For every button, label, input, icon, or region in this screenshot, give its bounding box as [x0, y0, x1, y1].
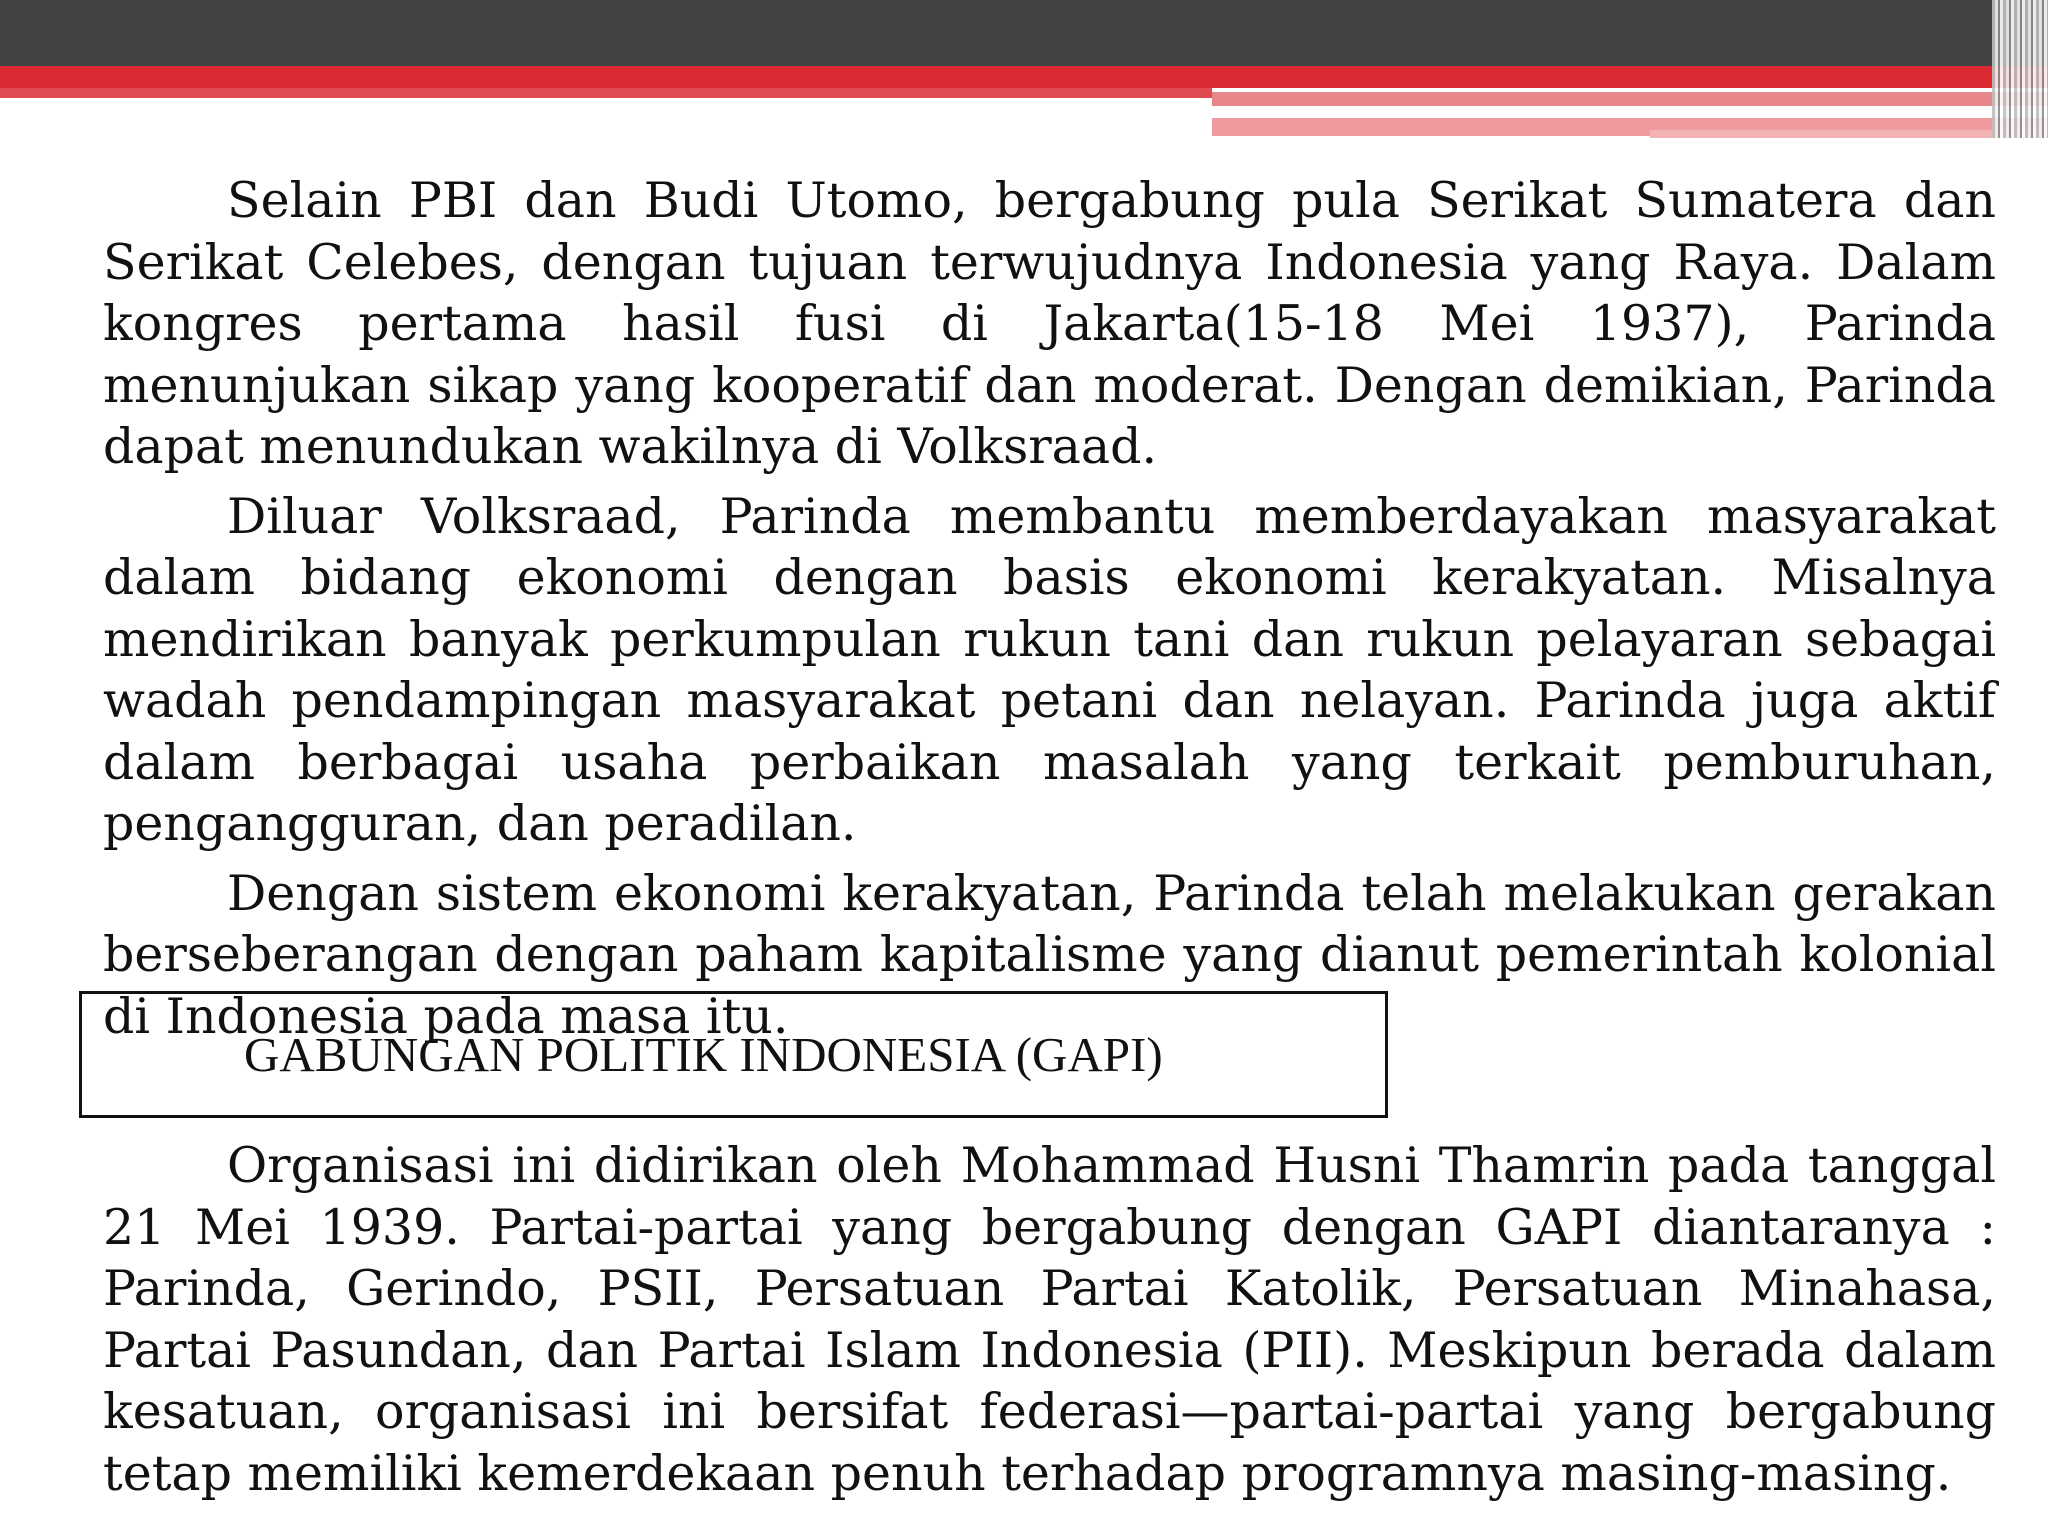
header-red-band [0, 66, 2048, 88]
header-pink-band [1212, 92, 2048, 106]
section-title: GABUNGAN POLITIK INDONESIA (GAPI) [244, 1027, 1163, 1082]
header-pink-band-light [1650, 130, 2048, 138]
header-red-thin-band [0, 88, 1212, 98]
body-text-bottom [103, 1135, 1996, 1504]
paragraph-parinda-kerakyatan: Dengan sistem ekonomi kerakyatan, Parinda telah melakukan gerakan berseberangan dengan paham kapitalisme yang dianut pemerintah kolonial di Indonesia pada masa itu. [103, 864, 1996, 1045]
header-stripes-decoration [1992, 0, 2048, 138]
paragraph-parinda-economy: Diluar Volksraad, Parinda membantu memberdayakan masyarakat dalam bidang ekonomi dengan basis ekonomi kerakyatan. Misalnya mendirikan banyak perkumpulan rukun tani dan rukun pelayaran sebagai wadah pendampingan masyarakat petani dan nelayan. Parinda juga aktif dalam berbagai usaha perbaikan masalah yang terkait pemburuhan, pengangguran, dan peradilan. [103, 487, 1996, 852]
header-dark-band [0, 0, 2048, 66]
section-title-box [79, 991, 1388, 1118]
paragraph-gapi: Organisasi ini didirikan oleh Mohammad Husni Thamrin pada tanggal 21 Mei 1939. Partai-partai yang bergabung dengan GAPI diantaranya : Parinda, Gerindo, PSII, Persatuan Partai Katolik, Persatuan Minahasa, Partai Pasundan, dan Partai Islam Indonesia (PII). Meskipun berada dalam kesatuan, organisasi ini bersifat federasi—partai-partai yang bergabung tetap memiliki kemerdekaan penuh terhadap programnya masing-masing. [103, 1137, 1996, 1502]
body-text-top [103, 170, 1996, 1047]
paragraph-parinda-fusion: Selain PBI dan Budi Utomo, bergabung pula Serikat Sumatera dan Serikat Celebes, dengan tujuan terwujudnya Indonesia yang Raya. Dalam kongres pertama hasil fusi di Jakarta(15-18 Mei 1937), Parinda menunjukan sikap yang kooperatif dan moderat. Dengan demikian, Parinda dapat menundukan wakilnya di Volksraad. [103, 172, 1996, 475]
header-white-line [1212, 109, 1896, 114]
